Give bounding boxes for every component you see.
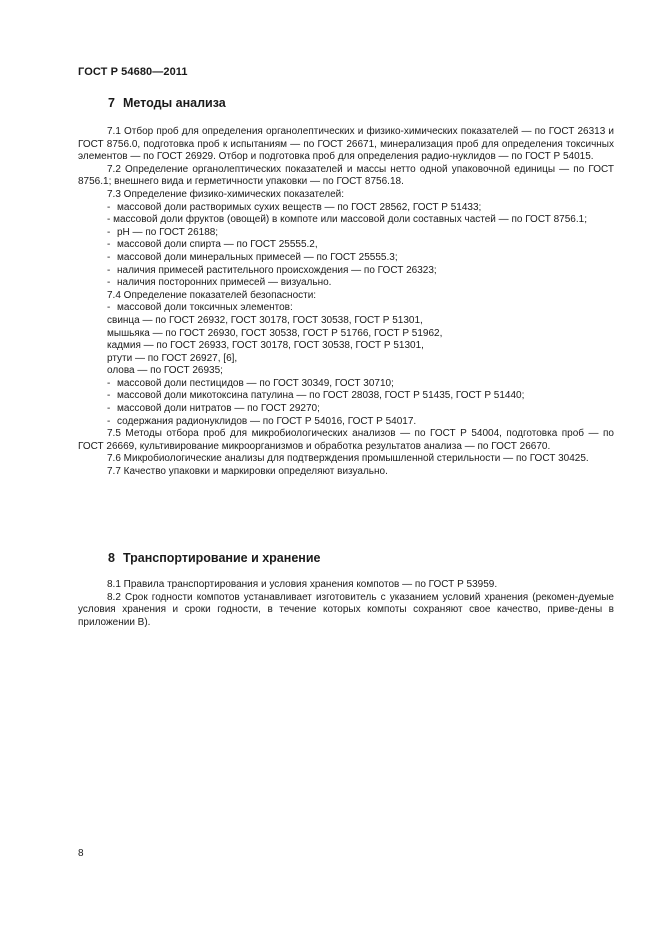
paragraph: олова — по ГОСТ 26935;	[107, 365, 223, 377]
list-dash: -	[107, 377, 111, 389]
document-header: ГОСТ Р 54680—2011	[78, 66, 188, 78]
list-item: - pH — по ГОСТ 26188;	[107, 226, 219, 238]
list-item: - массовой доли токсичных элементов:	[107, 302, 293, 314]
list-item: - массовой доли пестицидов — по ГОСТ 30349, ГОСТ 30710;	[107, 377, 394, 389]
list-dash: -	[107, 415, 111, 427]
paragraph: 7.1 Отбор проб для определения органолептических и физико-химических показателей — по ГОСТ 26313 и ГОСТ 8756.0, подготовка проб к испытаниям — по ГОСТ 26671, минерализация проб для определения токсичных элементов — по ГОСТ 26929. Отбор и подготовка проб для определения радио-нуклидов — по ГОСТ Р 54015.	[78, 126, 614, 163]
list-dash: -	[107, 226, 111, 238]
paragraph: 7.3 Определение физико-химических показателей:	[107, 188, 345, 200]
paragraph: ртути — по ГОСТ 26927, [6],	[107, 352, 238, 364]
list-item: - массовой доли микотоксина патулина — по ГОСТ 28038, ГОСТ Р 51435, ГОСТ Р 51440;	[107, 390, 525, 402]
list-dash: -	[107, 264, 111, 276]
paragraph: 7.5 Методы отбора проб для микробиологических анализов — по ГОСТ Р 54004, подготовка проб — по ГОСТ 26669, культивирование микроорганизмов и обработка результатов анализа — по ГОСТ 26670.	[78, 428, 614, 452]
paragraph: мышьяка — по ГОСТ 26930, ГОСТ 30538, ГОСТ Р 51766, ГОСТ Р 51962,	[107, 327, 443, 339]
section-7	[78, 96, 614, 479]
paragraph: - массовой доли фруктов (овощей) в компоте или массовой доли составных частей — по ГОСТ 8756.1;	[107, 214, 587, 226]
list-dash: -	[107, 302, 111, 314]
paragraph: кадмия — по ГОСТ 26933, ГОСТ 30178, ГОСТ 30538, ГОСТ Р 51301,	[107, 340, 424, 352]
paragraph: 7.6 Микробиологические анализы для подтверждения промышленной стерильности — по ГОСТ 30425.	[107, 453, 589, 465]
paragraph: 7.7 Качество упаковки и маркировки определяют визуально.	[107, 466, 388, 478]
paragraph: свинца — по ГОСТ 26932, ГОСТ 30178, ГОСТ 30538, ГОСТ Р 51301,	[107, 314, 423, 326]
section-7-title: 7 Методы анализа	[108, 96, 226, 110]
page-number: 8	[78, 848, 84, 859]
paragraph: 8.2 Срок годности компотов устанавливает изготовитель с указанием условий хранения (рекомен-дуемые условия хранения и сроки годности, в течение которых компоты сохраняют свое качество, приве-дены в приложении В).	[78, 591, 614, 628]
paragraph: 7.4 Определение показателей безопасности:	[107, 289, 317, 301]
list-item: - массовой доли минеральных примесей — по ГОСТ 25555.3;	[107, 251, 398, 263]
list-item: - массовой доли спирта — по ГОСТ 25555.2,	[107, 239, 318, 251]
list-dash: -	[107, 403, 111, 415]
list-item: - наличия примесей растительного происхождения — по ГОСТ 26323;	[107, 264, 437, 276]
list-dash: -	[107, 390, 111, 402]
list-dash: -	[107, 201, 111, 213]
list-item: - массовой доли нитратов — по ГОСТ 29270;	[107, 403, 320, 415]
list-dash: -	[107, 251, 111, 263]
list-item: - массовой доли растворимых сухих веществ — по ГОСТ 28562, ГОСТ Р 51433;	[107, 201, 482, 213]
list-item: - содержания радионуклидов — по ГОСТ Р 54016, ГОСТ Р 54017.	[107, 415, 417, 427]
section-8	[78, 551, 614, 629]
section-8-body	[78, 579, 614, 629]
list-dash: -	[107, 277, 111, 289]
list-item: - наличия посторонних примесей — визуально.	[107, 277, 332, 289]
paragraph: 7.2 Определение органолептических показателей и массы нетто одной упаковочной единицы — по ГОСТ 8756.1; внешнего вида и герметичности упаковки — по ГОСТ 8756.18.	[78, 163, 614, 188]
paragraph: 8.1 Правила транспортирования и условия хранения компотов — по ГОСТ Р 53959.	[107, 579, 498, 590]
section-7-body	[78, 126, 614, 479]
list-dash: -	[107, 239, 111, 251]
section-8-title: 8 Транспортирование и хранение	[108, 551, 321, 565]
